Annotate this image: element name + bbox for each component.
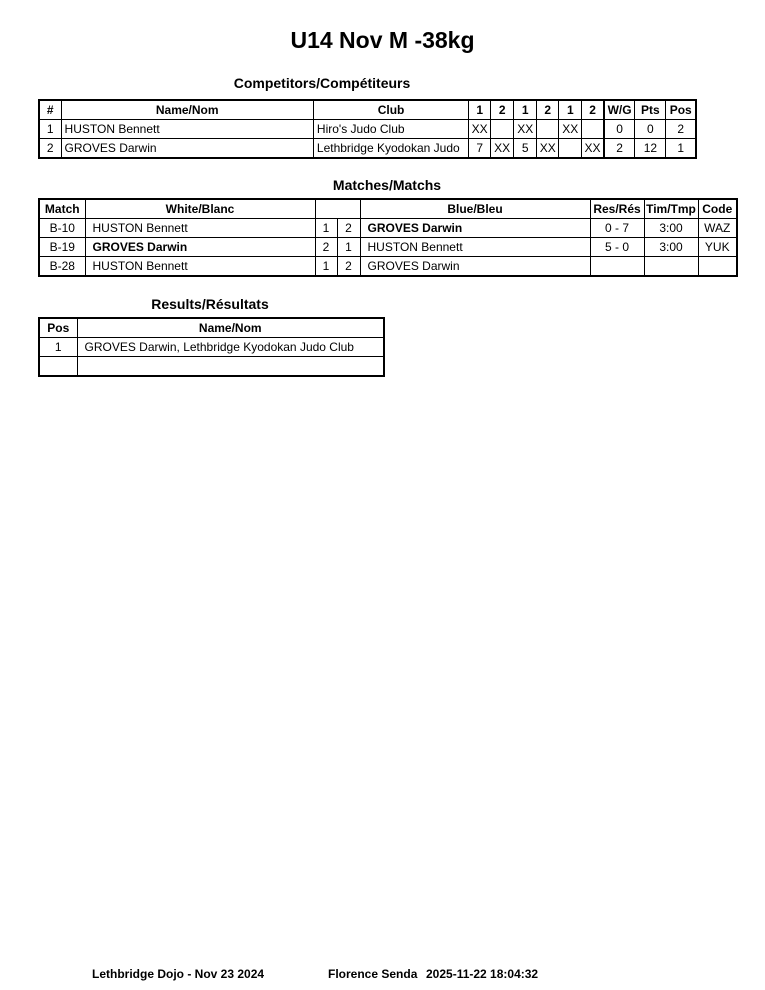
competitor-round-5: XX — [559, 120, 582, 139]
match-white: GROVES Darwin — [85, 238, 315, 257]
match-time — [644, 257, 698, 277]
match-white: HUSTON Bennett — [85, 257, 315, 277]
col-white: White/Blanc — [85, 199, 315, 219]
col-code: Code — [698, 199, 737, 219]
matches-header-row — [39, 199, 737, 219]
page-title: U14 Nov M -38kg — [290, 27, 475, 53]
competitor-name: GROVES Darwin — [61, 139, 313, 159]
result-name — [77, 357, 384, 377]
competitor-round-2 — [491, 120, 514, 139]
table-row — [39, 257, 737, 277]
match-time: 3:00 — [644, 238, 698, 257]
competitor-round-3: XX — [514, 120, 537, 139]
col-round-6: 2 — [582, 100, 604, 120]
competitor-wg: 2 — [604, 139, 635, 159]
col-num: # — [39, 100, 61, 120]
match-white-num: 1 — [315, 257, 337, 277]
match-blue: HUSTON Bennett — [360, 238, 590, 257]
match-white-num: 1 — [315, 219, 337, 238]
competitor-round-6 — [582, 120, 604, 139]
col-pos: Pos — [666, 100, 696, 120]
match-code — [698, 257, 737, 277]
competitor-name: HUSTON Bennett — [61, 120, 313, 139]
match-code: YUK — [698, 238, 737, 257]
competitor-round-1: XX — [469, 120, 491, 139]
table-row — [39, 219, 737, 238]
match-result: 5 - 0 — [590, 238, 644, 257]
results-table — [38, 317, 385, 377]
competitor-round-3: 5 — [514, 139, 537, 159]
col-result-pos: Pos — [39, 318, 77, 338]
match-blue-num: 2 — [337, 219, 360, 238]
results-section-title: Results/Résultats — [151, 296, 269, 312]
competitor-club: Lethbridge Kyodokan Judo — [313, 139, 468, 159]
match-blue: GROVES Darwin — [360, 257, 590, 277]
competitor-pts: 12 — [635, 139, 666, 159]
col-result: Res/Rés — [590, 199, 644, 219]
table-row — [39, 357, 384, 377]
col-club: Club — [313, 100, 468, 120]
match-result — [590, 257, 644, 277]
competitor-round-4 — [537, 120, 559, 139]
competitor-num: 1 — [39, 120, 61, 139]
competitor-club: Hiro's Judo Club — [313, 120, 468, 139]
result-pos: 1 — [39, 338, 77, 357]
col-result-name: Name/Nom — [77, 318, 384, 338]
competitor-pts: 0 — [635, 120, 666, 139]
competitor-wg: 0 — [604, 120, 635, 139]
col-blue-num — [337, 199, 360, 219]
competitor-round-1: 7 — [469, 139, 491, 159]
match-id: B-28 — [39, 257, 85, 277]
col-round-5: 1 — [559, 100, 582, 120]
col-round-2: 2 — [491, 100, 514, 120]
match-white: HUSTON Bennett — [85, 219, 315, 238]
col-white-num — [315, 199, 337, 219]
competitors-table — [38, 99, 697, 159]
footer-author: Florence Senda — [328, 967, 418, 981]
match-time: 3:00 — [644, 219, 698, 238]
competitors-header-row — [39, 100, 696, 120]
competitor-round-4: XX — [537, 139, 559, 159]
table-row — [39, 338, 384, 357]
match-blue: GROVES Darwin — [360, 219, 590, 238]
competitor-round-6: XX — [582, 139, 604, 159]
match-blue-num: 1 — [337, 238, 360, 257]
col-match: Match — [39, 199, 85, 219]
table-row — [39, 139, 696, 159]
result-pos — [39, 357, 77, 377]
col-blue: Blue/Bleu — [360, 199, 590, 219]
col-pts: Pts — [635, 100, 666, 120]
col-wg: W/G — [604, 100, 635, 120]
match-white-num: 2 — [315, 238, 337, 257]
competitor-round-5 — [559, 139, 582, 159]
competitors-section-title: Competitors/Compétiteurs — [233, 75, 411, 91]
competitor-pos: 1 — [666, 139, 696, 159]
col-time: Tim/Tmp — [644, 199, 698, 219]
competitor-round-2: XX — [491, 139, 514, 159]
table-row — [39, 120, 696, 139]
competitor-num: 2 — [39, 139, 61, 159]
col-round-1: 1 — [469, 100, 491, 120]
matches-table — [38, 198, 738, 277]
table-row — [39, 238, 737, 257]
matches-section-title: Matches/Matchs — [332, 177, 442, 193]
results-header-row — [39, 318, 384, 338]
competitor-pos: 2 — [666, 120, 696, 139]
match-id: B-19 — [39, 238, 85, 257]
result-name: GROVES Darwin, Lethbridge Kyodokan Judo Club — [77, 338, 384, 357]
match-code: WAZ — [698, 219, 737, 238]
col-round-4: 2 — [537, 100, 559, 120]
match-id: B-10 — [39, 219, 85, 238]
footer-event: Lethbridge Dojo - Nov 23 2024 — [92, 967, 265, 981]
footer-timestamp: 2025-11-22 18:04:32 — [426, 967, 539, 981]
col-round-3: 1 — [514, 100, 537, 120]
col-name: Name/Nom — [61, 100, 313, 120]
match-result: 0 - 7 — [590, 219, 644, 238]
match-blue-num: 2 — [337, 257, 360, 277]
